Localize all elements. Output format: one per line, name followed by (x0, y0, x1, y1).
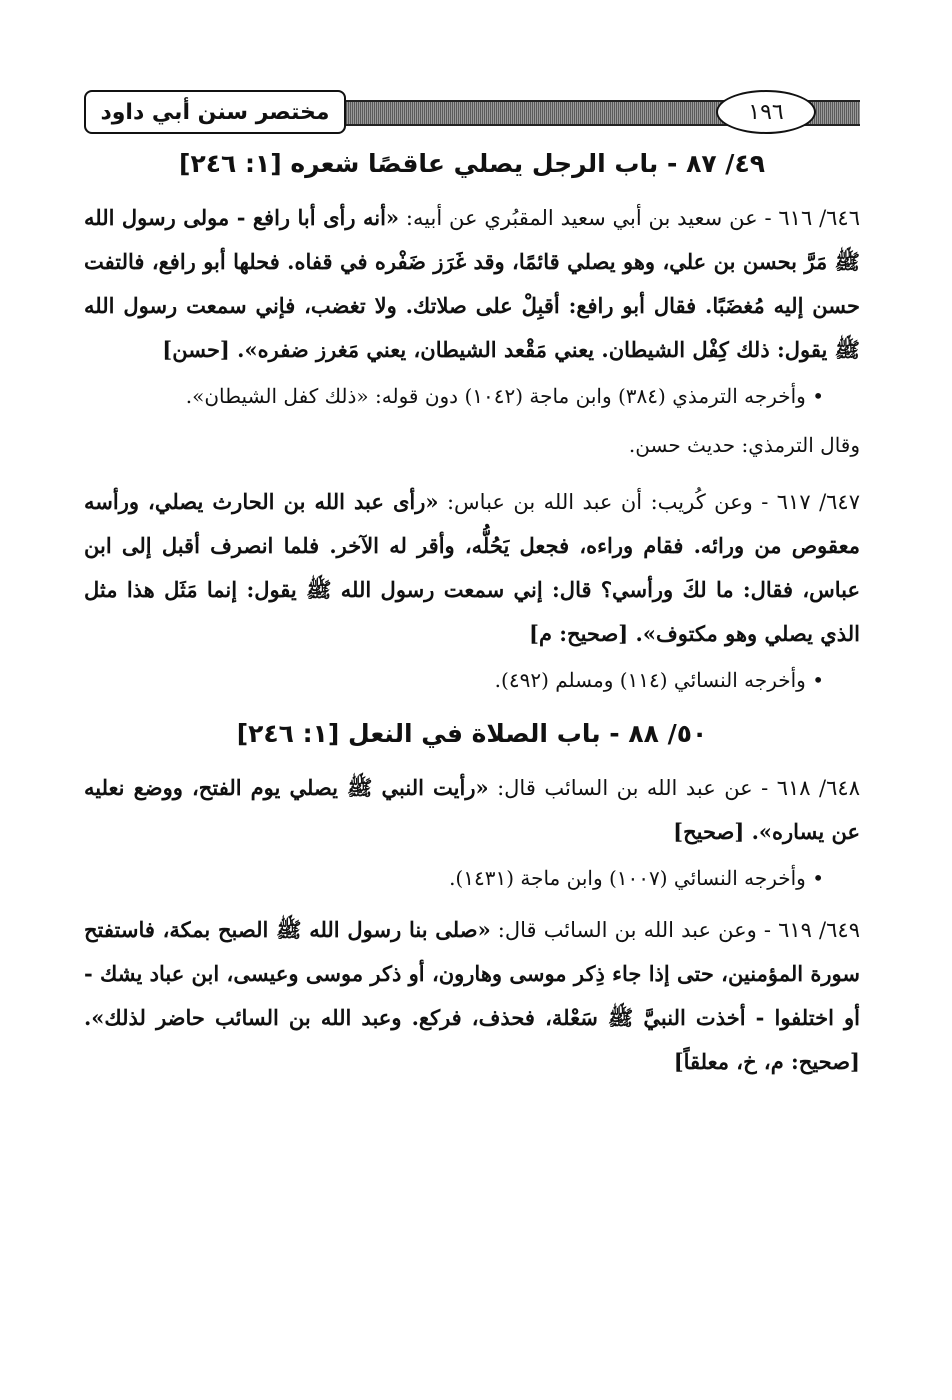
hadith-648-intro: عن عبد الله بن السائب قال: (488, 776, 753, 800)
hadith-649 (84, 908, 860, 1084)
hadith-646 (84, 196, 860, 372)
hadith-646-note-1: • وأخرجه الترمذي (٣٨٤) وابن ماجة (١٠٤٢) دون قوله: «ذلك كفل الشيطان». (185, 384, 824, 408)
hadith-649-number: ٦٤٩/ ٦١٩ - (756, 918, 860, 942)
hadith-648-note-1: • وأخرجه النسائي (١٠٠٧) وابن ماجة (١٤٣١). (449, 866, 824, 890)
hadith-646-text: «أنه رأى أبا رافع - مولى رسول الله ﷺ مَرَّ بحسن بن علي، وهو يصلي قائمًا، وقد غَرَز ضَفْره في قفاه. فحلها أبو رافع، فالتفت حسن إليه مُغضَبًا. فقال أبو رافع: أقبِلْ على صلاتك. ولا تغضب، فإني سمعت رسول الله ﷺ يقول: ذلك كِفْل الشيطان. يعني مَقْعد الشيطان، يعني مَغرز ضفره». [حسن] (84, 205, 860, 362)
page-number: ١٩٦ (716, 90, 816, 134)
hadith-648-text: «رأيت النبي ﷺ يصلي يوم الفتح، ووضع نعليه عن يساره». [صحيح] (84, 775, 860, 844)
book-title: مختصر سنن أبي داود (84, 90, 346, 134)
page-header (84, 90, 860, 136)
hadith-646-note-2: وقال الترمذي: حديث حسن. (628, 433, 860, 457)
hadith-646-intro: عن سعيد بن أبي سعيد المقبُري عن أبيه: (399, 206, 758, 230)
hadith-649-intro: وعن عبد الله بن السائب قال: (490, 918, 757, 942)
section-heading-49: ٤٩/ ٨٧ - باب الرجل يصلي عاقصًا شعره [١: ٢٤٦] (179, 149, 765, 178)
hadith-647-note-1: • وأخرجه النسائي (١١٤) ومسلم (٤٩٢). (494, 668, 824, 692)
hadith-648 (84, 766, 860, 854)
hadith-648-number: ٦٤٨/ ٦١٨ - (752, 776, 860, 800)
section-heading-50: ٥٠/ ٨٨ - باب الصلاة في النعل [١: ٢٤٦] (236, 719, 708, 748)
hadith-649-text: «صلى بنا رسول الله ﷺ الصبح بمكة، فاستفتح سورة المؤمنين، حتى إذا جاء ذِكر موسى وهارون، أو ذكر موسى وعيسى، ابن عباد يشك - أو اختلفوا - أخذت النبيَّ ﷺ سَعْلة، فحذف، فركع. وعبد الله بن السائب حاضر لذلك». [صحيح: م، خ، معلقاً] (84, 917, 860, 1074)
hadith-647 (84, 480, 860, 656)
hadith-647-intro: وعن كُريب: أن عبد الله بن عباس: (438, 490, 753, 514)
page-content (84, 144, 860, 1084)
hadith-647-number: ٦٤٧/ ٦١٧ - (752, 490, 860, 514)
hadith-646-number: ٦٤٦/ ٦١٦ - (757, 206, 860, 230)
hadith-647-text: «رأى عبد الله بن الحارث يصلي، ورأسه معقوص من ورائه. فقام وراءه، فجعل يَحُلُّه، وأقر له الآخر. فلما انصرف أقبل إلى ابن عباس، فقال: ما لكَ ورأسي؟ قال: إني سمعت رسول الله ﷺ يقول: إنما مَثَل هذا مثل الذي يصلي وهو مكتوف». [صحيح: م] (84, 489, 860, 646)
